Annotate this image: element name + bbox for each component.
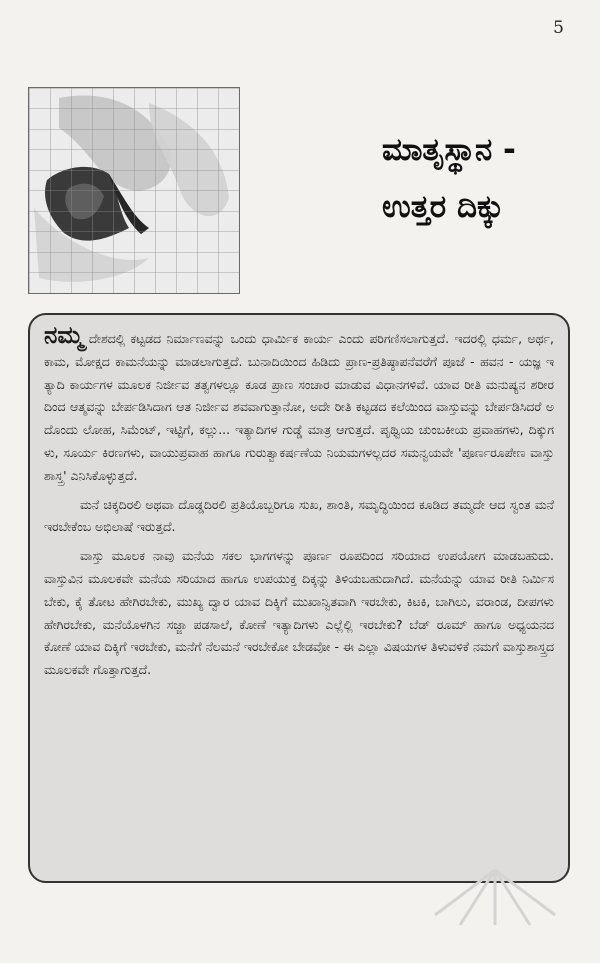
paragraph-3: ವಾಸ್ತು ಮೂಲಕ ನಾವು ಮನೆಯ ಸಕಲ ಭಾಗಗಳನ್ನು ಪೂರ್ಣ ರೂಪದಿಂದ ಸರಿಯಾದ ಉಪಯೋಗ ಮಾಡಬಹುದು. ವಾಸ್ತುವಿನ ಮೂಲಕವೇ ಮನೆಯ ಸರಿಯಾದ ಹಾಗೂ ಉಪಯುಕ್ತ ದಿಕ್ಕನ್ನು ತಿಳಿಯಬಹುದಾಗಿದೆ. ಮನೆಯನ್ನು ಯಾವ ರೀತಿ ನಿರ್ಮಿಸಬೇಕು, ಕೈ ತೋಟ ಹೇಗಿರಬೇಕು, ಮುಖ್ಯ ದ್ವಾರ ಯಾವ ದಿಕ್ಕಿಗೆ ಮುಖಾನ್ವಿತವಾಗಿ ಇರಬೇಕು, ಕಿಟಕಿ, ಬಾಗಿಲು, ವರಾಂಡ, ದೀಪಗಳು ಹೇಗಿರಬೇಕು, ಮನೆಯೊಳಗಿನ ಸಜ್ಜಾ ಪಡಸಾಲೆ, ಕೋಣೆ ಇತ್ಯಾದಿಗಳು ಎಲ್ಲೆಲ್ಲಿ ಇರಬೇಕು? ಬೆಡ್ ರೂಮ್ ಹಾಗೂ ಅಧ್ಯಯನದ ಕೋಣೆ ಯಾವ ದಿಕ್ಕಿಗೆ ಇರಬೇಕು, ಮನೆಗೆ ನೆಲಮನೆ ಇರಬೇಕೋ ಬೇಡವೋ - ಈ ಎಲ್ಲಾ ವಿಷಯಗಳ ತಿಳುವಳಿಕೆ ನಮಗೆ ವಾಸ್ತುಶಾಸ್ತ್ರದ ಮೂಲಕವೇ ಗೊತ್ತಾಗುತ್ತದೆ. — [44, 548, 554, 678]
paragraph-2: ಮನೆ ಚಿಕ್ಕದಿರಲಿ ಅಥವಾ ದೊಡ್ಡದಿರಲಿ ಪ್ರತಿಯೊಬ್ಬರಿಗೂ ಸುಖ, ಶಾಂತಿ, ಸಮೃದ್ಧಿಯಿಂದ ಕೂಡಿದ ತಮ್ಮದೇ ಆದ ಸ್ವಂತ ಮನೆ ಇರಬೇಕೆಂಬ ಅಭಿಲಾಷೆ ಇರುತ್ತದೆ. — [44, 496, 554, 535]
paragraph-1-text: ದೇಶದಲ್ಲಿ ಕಟ್ಟಡದ ನಿರ್ಮಾಣವನ್ನು ಒಂದು ಧಾರ್ಮಿಕ ಕಾರ್ಯ ಎಂದು ಪರಿಗಣಿಸಲಾಗುತ್ತದೆ. ಇದರಲ್ಲಿ ಧರ್ಮ, ಅರ್ಥ, ಕಾಮ, ಮೋಕ್ಷದ ಕಾಮನೆಯನ್ನು ಮಾಡಲಾಗುತ್ತದೆ. ಬುನಾದಿಯಿಂದ ಹಿಡಿದು ಪ್ರಾಣ-ಪ್ರತಿಷ್ಠಾಪನೆವರೆಗೆ ಪೂಜೆ - ಹವನ - ಯಜ್ಞ ಇತ್ಯಾದಿ ಕಾರ್ಯಗಳ ಮೂಲಕ ನಿರ್ಜೀವ ತತ್ವಗಳಲ್ಲೂ ಕೂಡ ಪ್ರಾಣ ಸಂಚಾರ ಮಾಡುವ ವಿಧಾನಗಳಿವೆ. ಯಾವ ರೀತಿ ಮನುಷ್ಯನ ಶರೀರದಿಂದ ಆತ್ಮವನ್ನು ಬೇರ್ಪಡಿಸಿದಾಗ ಆತ ನಿರ್ಜೀವ ಶವವಾಗುತ್ತಾನೋ, ಅದೇ ರೀತಿ ಕಟ್ಟಡದ ಕಲೆಯಿಂದ ವಾಸ್ತುವನ್ನು ಬೇರ್ಪಡಿಸಿದರೆ ಅದೊಂದು ಲೋಹ, ಸಿಮೆಂಟ್, ಇಟ್ಟಿಗೆ, ಕಲ್ಲು... ಇತ್ಯಾದಿಗಳ ಗುಡ್ಡೆ ಮಾತ್ರ ಆಗುತ್ತದೆ. ಪೃಥ್ವಿಯ ಚುಂಬಕೀಯ ಪ್ರವಾಹಗಳು, ದಿಕ್ಕುಗಳು, ಸೂರ್ಯ ಕಿರಣಗಳು, ವಾಯುಪ್ರವಾಹ ಹಾಗೂ ಗುರುತ್ವಾಕರ್ಷಣೆಯ ನಿಯಮಗಳಲ್ಲದರ ಸಮನ್ವಯವೇ 'ಪೂರ್ಣರೂಪೇಣ ವಾಸ್ತು ಶಾಸ್ತ್ರ' ಎನಿಸಿಕೊಳ್ಳುತ್ತದೆ. — [44, 331, 554, 483]
sunburst-decoration — [420, 860, 570, 930]
title-line-2: ಉತ್ತರ ದಿಕ್ಕು — [382, 189, 504, 225]
drop-cap-word: ನಮ್ಮ — [44, 321, 84, 349]
title-line-1: ಮಾತೃಸ್ಥಾನ - — [382, 132, 516, 168]
chapter-title — [382, 122, 587, 236]
body-text-box — [28, 313, 570, 883]
paragraph-1 — [44, 321, 554, 488]
page-number: 5 — [553, 18, 564, 38]
compass-grid-illustration — [29, 88, 239, 293]
illustration-image — [28, 87, 240, 294]
